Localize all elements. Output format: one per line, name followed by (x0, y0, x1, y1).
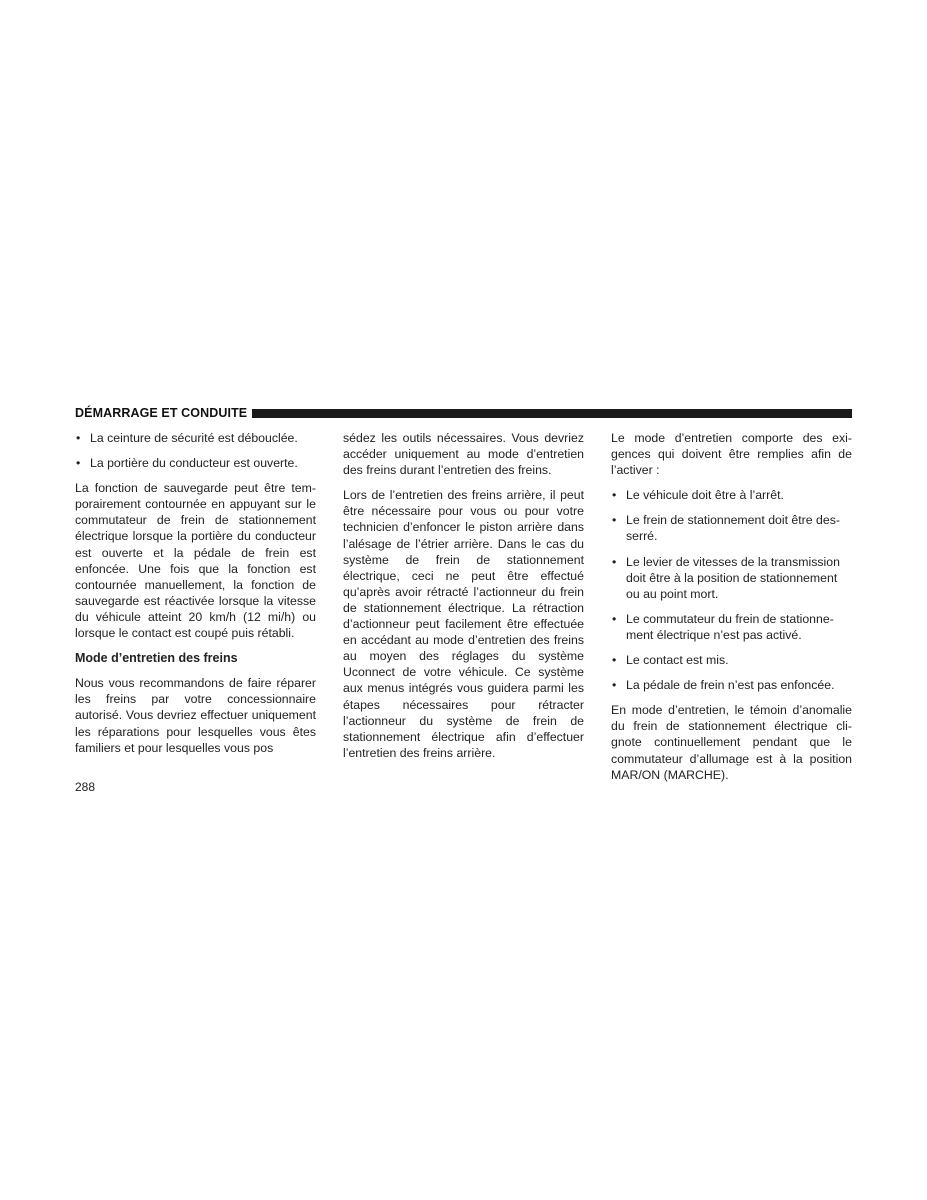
page-number: 288 (75, 780, 96, 794)
list-item: • Le levier de vitesses de la transmission doit être à la position de stationnement ou au point mort. (611, 554, 852, 602)
section-title: DÉMARRAGE ET CONDUITE (75, 406, 248, 420)
column-1 (75, 430, 316, 765)
list-item: • La pédale de frein n’est pas enfoncée. (611, 677, 852, 693)
paragraph: sédez les outils nécessaires. Vous devriez accéder uniquement au mode d’entretien des freins durant l’entretien des freins. (343, 431, 584, 478)
paragraph: La fonction de sauvegarde peut être temporairement contournée en appuyant sur le commutateur de frein de stationnement électrique lorsque la portière du conducteur est ouverte et la pédale de frein est enfoncée. Une fois que la fonction est contournée manuellement, la fonction de sauvegarde est réactivée lorsque la vitesse du véhicule atteint 20 km/h (12 mi/h) ou lorsque le contact est coupé puis rétabli. (75, 481, 316, 641)
column-3 (611, 430, 852, 792)
list-item: • Le frein de stationnement doit être desserré. (611, 512, 852, 544)
list-item: • Le véhicule doit être à l’arrêt. (611, 487, 852, 503)
paragraph: Nous vous recommandons de faire réparer les freins par votre concessionnaire autorisé. Vous devriez effectuer uniquement les réparations pour lesquelles vous êtes familiers et pour lesquelles vous pos (75, 676, 316, 755)
header-rule (252, 409, 852, 418)
section-heading: Mode d’entretien des freins (75, 651, 238, 666)
list-item: • Le contact est mis. (611, 652, 852, 668)
paragraph: En mode d’entretien, le témoin d’anomalie du frein de stationnement électrique clignote continuellement pendant que le commutateur d’allumage est à la position MAR/ON (MARCHE). (611, 703, 852, 782)
list-item: • La portière du conducteur est ouverte. (75, 455, 316, 471)
paragraph: Lors de l’entretien des freins arrière, il peut être nécessaire pour vous ou pour votre technicien d’enfoncer le piston arrière dans l’alésage de l’étrier arrière. Dans le cas du système de frein de stationnement électrique, ceci ne peut être effectué qu’après avoir rétracté l’actionneur du frein de stationnement électrique. La rétraction d’actionneur peut facilement être effectuée en accédant au mode d’entretien des freins au moyen des réglages du système Uconnect de votre véhicule. Ce système aux menus intégrés vous guidera parmi les étapes nécessaires pour rétracter l’actionneur du système de frein de stationnement électrique afin d’effectuer l’entretien des freins arrière. (343, 488, 584, 760)
list-item: • La ceinture de sécurité est débouclée. (75, 430, 316, 446)
paragraph: Le mode d’entretien comporte des exigences qui doivent être remplies afin de l’activer : (611, 431, 852, 478)
column-2 (343, 430, 584, 770)
section-header (75, 405, 852, 421)
list-item: • Le commutateur du frein de stationnement électrique n’est pas activé. (611, 611, 852, 643)
